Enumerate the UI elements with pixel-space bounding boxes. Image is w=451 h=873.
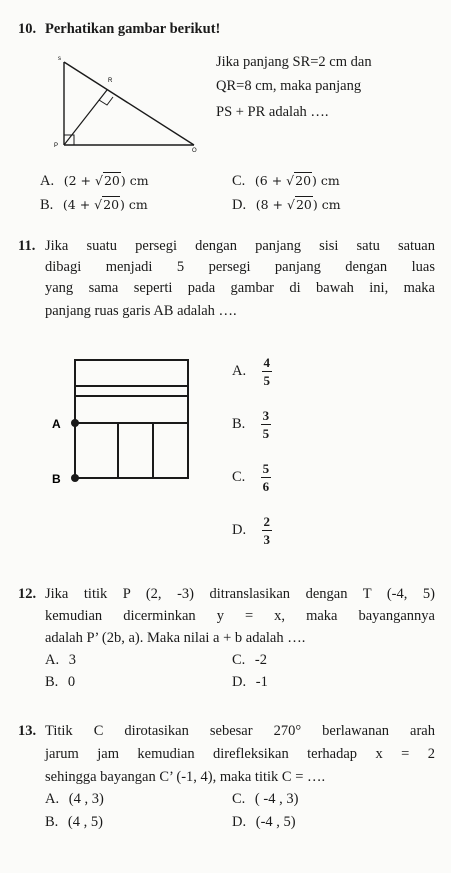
q10-prompt: Perhatikan gambar berikut! [45,21,221,37]
side-sq [64,62,194,145]
q10-text-line-3: PS + PR adalah …. [216,104,329,120]
label-q: Q [192,148,197,152]
option-value: 3 [68,652,76,668]
q13-option-d[interactable] [232,814,296,831]
q12-text-line-1: Jika titik P (2, -3) ditranslasikan dengan T (-4, 5) [45,586,435,602]
option-letter: B. [45,674,59,690]
q11-text-line-4: panjang ruas garis AB adalah …. [45,303,237,319]
outer-square [75,360,188,478]
q11-text-line-2: dibagi menjadi 5 persegi panjang dengan luas [45,259,435,275]
option-letter: B. [45,814,59,830]
q12-option-d[interactable] [232,674,268,691]
option-letter: C. [232,652,246,668]
q10-text-line-2: QR=8 cm, maka panjang [216,78,362,94]
q12-option-a[interactable] [45,652,76,669]
q13-text-line-2: jarum jam kemudian direfleksikan terhadap x = 2 [45,746,435,762]
label-r: R [108,78,113,84]
q10-number: 10. [18,21,37,37]
option-letter: D. [232,522,247,538]
option-value: -1 [255,674,268,690]
q12-option-c[interactable] [232,652,267,669]
option-value: 0 [67,674,76,690]
q11-option-b[interactable]: B. $\frac{3}{5}$ [232,408,270,441]
option-value: (-4 , 5) [255,814,296,830]
q10-option-d[interactable]: D. (8 + √20) cm [232,197,341,213]
q11-number: 11. [18,238,36,254]
q13-text-line-3: sehingga bayangan C’ (-1, 4), maka titik C = …. [45,769,326,785]
option-value: (4 , 3) [68,791,104,807]
option-value: ( -4 , 3) [254,791,299,807]
segment-pr [64,90,107,145]
option-letter: D. [232,814,247,830]
q12-number: 12. [18,586,37,602]
q13-number: 13. [18,723,37,739]
q11-square-figure [48,355,198,485]
option-letter: A. [45,652,60,668]
option-letter: A. [232,363,247,379]
option-letter: B. [40,197,54,213]
label-p: P [54,143,59,149]
q11-option-c[interactable]: C. $\frac{5}{6}$ [232,461,270,494]
option-value: -2 [254,652,268,668]
point-b [71,474,79,482]
q10-option-a[interactable]: A. (2 + √20) cm [40,173,149,189]
label-b: B [52,472,61,485]
option-letter: A. [45,791,60,807]
q11-text-line-1: Jika suatu persegi dengan panjang sisi satu satuan [45,238,435,254]
label-a: A [52,417,61,431]
option-letter: C. [232,173,246,189]
q13-option-c[interactable] [232,791,298,808]
q10-triangle-figure [52,52,202,152]
q12-option-b[interactable] [45,674,75,691]
q11-option-a[interactable]: A. $\frac{4}{5}$ [232,355,270,388]
option-letter: B. [232,416,246,432]
q13-option-b[interactable] [45,814,103,831]
q10-option-b[interactable]: B. (4 + √20) cm [40,197,148,213]
q13-text-line-1: Titik C dirotasikan sebesar 270° berlawanan arah [45,723,435,739]
label-s: s [58,56,61,62]
q10-text-line-1: Jika panjang SR=2 cm dan [216,54,372,70]
option-letter: C. [232,791,246,807]
option-letter: D. [232,197,247,213]
q10-option-c[interactable]: C. (6 + √20) cm [232,173,340,189]
q11-text-line-3: yang sama seperti pada gambar di bawah ini, maka [45,280,435,296]
q12-text-line-2: kemudian dicerminkan y = x, maka bayangannya [45,608,435,624]
option-letter: A. [40,173,55,189]
q11-option-d[interactable]: D. $\frac{2}{3}$ [232,514,270,547]
option-letter: C. [232,469,246,485]
q13-option-a[interactable] [45,791,104,808]
point-a [71,419,79,427]
option-letter: D. [232,674,247,690]
option-value: (4 , 5) [67,814,103,830]
q12-text-line-3: adalah P’ (2b, a). Maka nilai a + b adalah …. [45,630,306,646]
